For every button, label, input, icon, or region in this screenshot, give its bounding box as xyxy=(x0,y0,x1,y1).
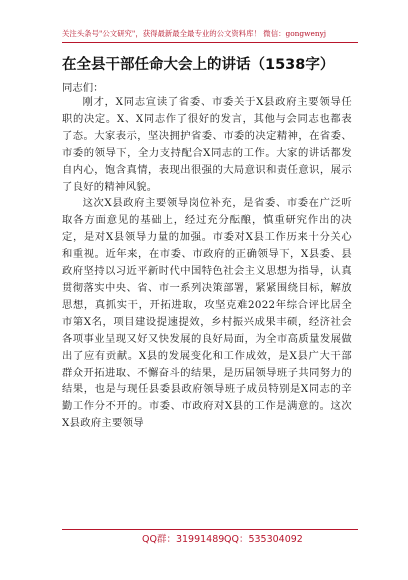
header-divider xyxy=(62,42,358,43)
qq-number: QQ：535304092 xyxy=(224,534,303,545)
document-title: 在全县干部任命大会上的讲话（1538字） xyxy=(62,57,335,73)
footer-divider xyxy=(62,529,358,530)
salutation: 同志们： xyxy=(62,82,104,94)
qq-group-number: QQ群：31991489 xyxy=(142,534,225,545)
footer xyxy=(62,532,358,548)
document-body xyxy=(62,94,352,536)
header-banner: 关注头条号"公文研究"，获得最新最全最专业的公文资料库！ 微信：gongwenyj xyxy=(62,29,327,38)
paragraph-1: 刚才，X同志宣读了省委、市委关于X县政府主要领导任职的决定。X、X同志作了很好的发言，其他与会同志也都表了态。大家表示，坚决拥护省委、市委的决定精神，在省委、市委的领导下，全力支持配合X同志的工作。大家的讲话都发自内心，饱含真情，表现出很强的大局意识和责任意识，展示了良好的精神风貌。 xyxy=(62,96,352,193)
paragraph-2: 这次X县政府主要领导岗位补充，是省委、市委在广泛听取各方面意见的基础上，经过充分酝酿，慎重研究作出的决定，是对X县领导力量的加强。市委对X县工作历来十分关心和重视。近年来，在市委、市政府的正确领导下，X县委、县政府坚持以习近平新时代中国特色社会主义思想为指导，认真贯彻落实中央、省、市一系列决策部署，紧紧围绕目标，解放思想，真抓实干，开拓进取，攻坚克难2022年综合评比居全市第X名，项目建设提速提效，乡村振兴成果丰硕，经济社会各项事业呈现又好又快发展的良好局面，为全市高质量发展做出了应有贡献。X县的发展变化和工作成效，是X县广大干部群众开拓进取、不懈奋斗的结果，是历届领导班子共同努力的结果，也是与现任县委县政府领导班子成员特别是X同志的辛勤工作分不开的。市委、市政府对X县的工作是满意的。这次X县政府主要领导 xyxy=(62,197,352,430)
